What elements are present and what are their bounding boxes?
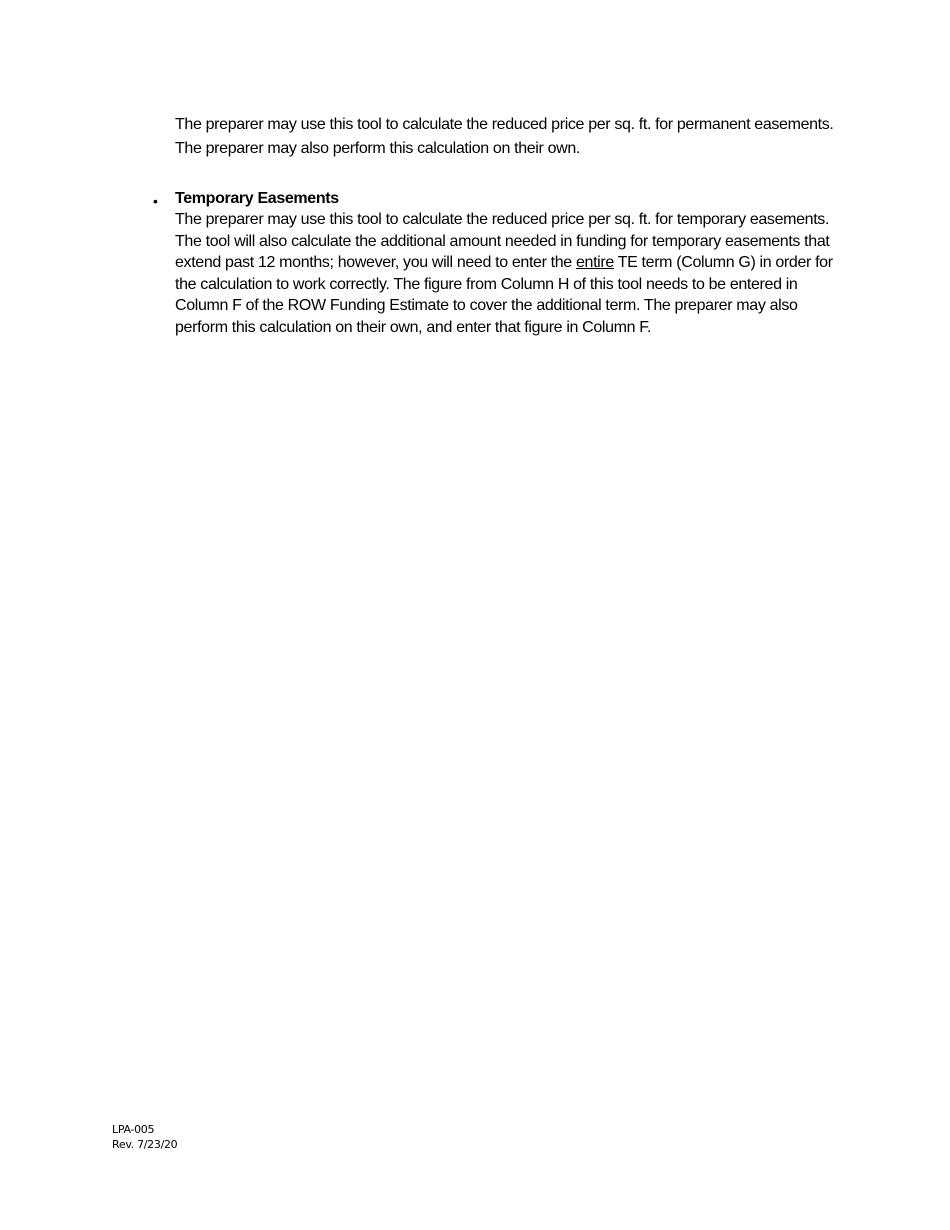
- body-text-before: The preparer may use this tool to calculate the reduced price per sq. ft. for temporary easements. The tool will also calculate the additional amount needed in funding for temporary easements that extend past 12 months; however, you will need to enter the: [175, 211, 830, 272]
- form-number: LPA-005: [112, 1123, 155, 1136]
- intro-line-1: The preparer may use this tool to calculate the reduced price per sq. ft. for permanent easements.: [175, 116, 834, 133]
- intro-line-2: The preparer may also perform this calculation on their own.: [175, 140, 580, 157]
- underlined-word-entire: entire: [575, 254, 614, 272]
- permanent-easements-paragraph: [175, 113, 845, 161]
- bullet-icon: •: [153, 193, 158, 209]
- page-footer: [112, 1122, 177, 1152]
- temporary-easements-paragraph: [175, 209, 850, 339]
- revision-date: Rev. 7/23/20: [112, 1138, 178, 1151]
- body-text-after: TE term (Column G) in order for the calculation to work correctly. The figure from Column H of this tool needs to be entered in Column F of the ROW Funding Estimate to cover the additional term. The preparer may also perform this calculation on their own, and enter that figure in Column F.: [175, 254, 833, 336]
- temporary-easements-heading: Temporary Easements: [175, 190, 339, 207]
